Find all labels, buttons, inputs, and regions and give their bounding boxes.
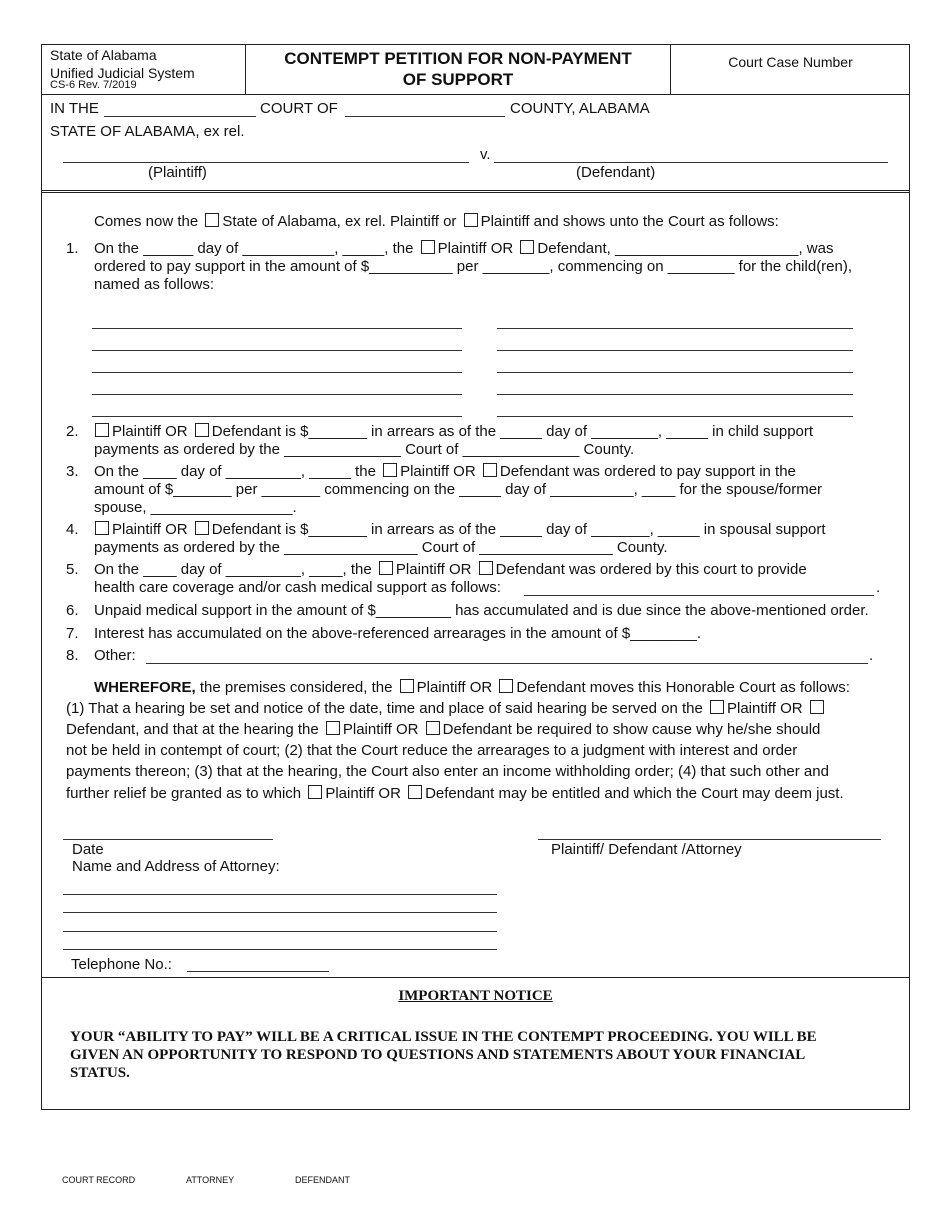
item4-line2: payments as ordered by the ________________ Court of ________________ County.: [94, 539, 668, 556]
attorney-address-line[interactable]: [63, 894, 497, 895]
wherefore-line6: [66, 785, 844, 803]
show-cause-defendant-checkbox[interactable]: [426, 721, 440, 735]
item-number-5: 5.: [66, 561, 79, 578]
child-name-line[interactable]: [497, 328, 853, 329]
item3-text-b: Plaintiff OR: [400, 463, 476, 480]
court-of-label: COURT OF: [260, 100, 338, 117]
item1-text-a: On the ______ day of ___________, _____, the: [94, 240, 414, 257]
other-field[interactable]: [146, 663, 868, 664]
item4-text-a: Plaintiff OR: [112, 521, 188, 538]
date-label: Date: [72, 841, 104, 858]
county-name-field[interactable]: [345, 116, 505, 117]
item1-line1: [94, 240, 834, 258]
wherefore-line3: [66, 721, 820, 739]
notice-title: IMPORTANT NOTICE: [398, 988, 553, 1004]
child-name-line[interactable]: [92, 328, 462, 329]
court-type-field[interactable]: [104, 116, 256, 117]
state-ex-rel-label: STATE OF ALABAMA, ex rel.: [50, 123, 245, 140]
signature-field[interactable]: [538, 839, 881, 840]
item3-line2: amount of $_______ per _______ commencing on the _____ day of __________, ____ for the spouse/former: [94, 481, 823, 498]
child-name-line[interactable]: [497, 350, 853, 351]
item1-line2: ordered to pay support in the amount of $__________ per ________, commencing on ________ for the child(ren),: [94, 258, 853, 275]
item2-defendant-checkbox[interactable]: [195, 423, 209, 437]
attorney-address-line[interactable]: [63, 949, 497, 950]
plaintiff-checkbox[interactable]: [464, 213, 478, 227]
item8-label: Other:: [94, 647, 136, 664]
form-id: CS-6 Rev. 7/2019: [50, 79, 137, 91]
attorney-address-line[interactable]: [63, 912, 497, 913]
wherefore-l6-b: Plaintiff OR: [325, 785, 401, 802]
wherefore-line5: payments thereon; (3) that at the hearing, the Court also enter an income withholding order; (4) that such other and: [66, 763, 829, 780]
wherefore-l1-a: the premises considered, the: [199, 679, 393, 696]
notice-line2: GIVEN AN OPPORTUNITY TO RESPOND TO QUESTIONS AND STATEMENTS ABOUT YOUR FINANCIAL: [70, 1047, 806, 1063]
intro-comes-now: Comes now the: [94, 213, 199, 230]
item4-text-b: Defendant is $_______ in arrears as of the _____ day of _______, _____ in spousal support: [211, 521, 826, 538]
item5-text-c: Defendant was ordered by this court to provide: [495, 561, 807, 578]
wherefore-l6-c: Defendant may be entitled and which the Court may deem just.: [425, 785, 844, 802]
wherefore-defendant-checkbox[interactable]: [499, 679, 513, 693]
item-number-7: 7.: [66, 625, 79, 642]
child-name-line[interactable]: [497, 372, 853, 373]
notice-line3: STATUS.: [70, 1065, 130, 1081]
item4-line1: [92, 521, 826, 539]
notice-line1: YOUR “ABILITY TO PAY” WILL BE A CRITICAL ISSUE IN THE CONTEMPT PROCEEDING. YOU WILL BE: [70, 1029, 817, 1045]
item5-line1: [94, 561, 807, 579]
item3-text-a: On the ____ day of _________, _____ the: [94, 463, 376, 480]
footer-attorney: ATTORNEY: [186, 1175, 235, 1185]
item6-text: Unpaid medical support in the amount of $_________ has accumulated and is due since the above-mentioned order.: [94, 602, 869, 619]
item3-line3: spouse, _________________.: [94, 499, 297, 516]
item1-plaintiff-checkbox[interactable]: [421, 240, 435, 254]
date-field[interactable]: [63, 839, 273, 840]
medical-support-field[interactable]: [524, 595, 874, 596]
wherefore-line1: [94, 679, 850, 697]
item5-plaintiff-checkbox[interactable]: [379, 561, 393, 575]
item4-defendant-checkbox[interactable]: [195, 521, 209, 535]
wherefore-l1-c: Defendant moves this Honorable Court as follows:: [516, 679, 850, 696]
item7-text: Interest has accumulated on the above-referenced arrearages in the amount of $________.: [94, 625, 702, 642]
wherefore-line2: [66, 700, 827, 718]
hearing-defendant-checkbox[interactable]: [810, 700, 824, 714]
item3-line1: [94, 463, 796, 481]
item2-plaintiff-checkbox[interactable]: [95, 423, 109, 437]
child-name-line[interactable]: [497, 416, 853, 417]
item8-period: .: [869, 647, 874, 664]
wherefore-l2-b: Plaintiff OR: [726, 700, 803, 717]
telephone-label: Telephone No.:: [71, 956, 172, 973]
in-the-label: IN THE: [50, 100, 99, 117]
item-number-2: 2.: [66, 423, 79, 440]
item-number-8: 8.: [66, 647, 79, 664]
wherefore-l3-c: Defendant be required to show cause why he/she should: [442, 721, 821, 738]
item2-line2: payments as ordered by the ______________ Court of ______________ County.: [94, 441, 635, 458]
versus-label: v.: [480, 146, 491, 163]
defendant-caption: (Defendant): [576, 164, 656, 181]
signature-label: Plaintiff/ Defendant /Attorney: [551, 841, 742, 858]
defendant-name-field[interactable]: [494, 162, 888, 163]
child-name-line[interactable]: [92, 350, 462, 351]
item5-line2: health care coverage and/or cash medical support as follows:: [94, 579, 501, 596]
wherefore-l3-a: Defendant, and that at the hearing the: [66, 721, 319, 738]
item-number-3: 3.: [66, 463, 79, 480]
wherefore-l6-a: further relief be granted as to which: [66, 785, 302, 802]
item-number-6: 6.: [66, 602, 79, 619]
show-cause-plaintiff-checkbox[interactable]: [326, 721, 340, 735]
case-number-label: Court Case Number: [728, 54, 853, 70]
item1-text-b: Plaintiff OR: [437, 240, 514, 257]
wherefore-plaintiff-checkbox[interactable]: [400, 679, 414, 693]
wherefore-lead: WHEREFORE,: [94, 679, 196, 696]
item5-period: .: [876, 579, 881, 596]
form-title-line2: OF SUPPORT: [402, 70, 514, 89]
attorney-name-label: Name and Address of Attorney:: [72, 858, 280, 875]
plaintiff-caption: (Plaintiff): [148, 164, 207, 181]
item5-text-a: On the ____ day of _________, ____, the: [94, 561, 372, 578]
header-state: State of Alabama: [50, 47, 157, 63]
header-system: Unified Judicial System: [50, 65, 195, 81]
wherefore-l2-a: (1) That a hearing be set and notice of the date, time and place of said hearing be served on the: [66, 700, 703, 717]
intro-shows-label: Plaintiff and shows unto the Court as follows:: [480, 213, 779, 230]
intro-line: [94, 213, 779, 231]
attorney-address-line[interactable]: [63, 931, 497, 932]
plaintiff-name-field[interactable]: [63, 162, 469, 163]
item1-text-c: Defendant, ______________________, was: [537, 240, 834, 257]
relief-plaintiff-checkbox[interactable]: [308, 785, 322, 799]
item2-line1: [92, 423, 813, 441]
hearing-plaintiff-checkbox[interactable]: [710, 700, 724, 714]
telephone-field[interactable]: [187, 971, 329, 972]
wherefore-l1-b: Plaintiff OR: [416, 679, 493, 696]
child-name-line[interactable]: [92, 372, 462, 373]
county-alabama-label: COUNTY, ALABAMA: [510, 100, 650, 117]
wherefore-line4: not be held in contempt of court; (2) that the Court reduce the arrearages to a judgment with interest and order: [66, 742, 798, 759]
item3-defendant-checkbox[interactable]: [483, 463, 497, 477]
item3-text-c: Defendant was ordered to pay support in the: [499, 463, 796, 480]
item5-defendant-checkbox[interactable]: [479, 561, 493, 575]
child-name-line[interactable]: [497, 394, 853, 395]
item5-text-b: Plaintiff OR: [395, 561, 472, 578]
case-number-field[interactable]: [672, 72, 908, 93]
child-name-line[interactable]: [92, 394, 462, 395]
item1-line3: named as follows:: [94, 276, 215, 293]
caption-double-rule: [41, 190, 910, 191]
footer-defendant: DEFENDANT: [295, 1175, 351, 1185]
item-number-4: 4.: [66, 521, 79, 538]
form-title-line1: CONTEMPT PETITION FOR NON-PAYMENT: [284, 49, 632, 68]
child-name-line[interactable]: [92, 416, 462, 417]
relief-defendant-checkbox[interactable]: [408, 785, 422, 799]
intro-state-label: State of Alabama, ex rel. Plaintiff or: [222, 213, 457, 230]
wherefore-l3-b: Plaintiff OR: [342, 721, 419, 738]
item2-text-b: Defendant is $_______ in arrears as of the _____ day of ________, _____ in child support: [211, 423, 814, 440]
footer-court-record: COURT RECORD: [62, 1175, 136, 1185]
item4-plaintiff-checkbox[interactable]: [95, 521, 109, 535]
state-ex-rel-checkbox[interactable]: [205, 213, 219, 227]
item1-defendant-checkbox[interactable]: [520, 240, 534, 254]
item-number-1: 1.: [66, 240, 79, 257]
item2-text-a: Plaintiff OR: [112, 423, 188, 440]
item3-plaintiff-checkbox[interactable]: [383, 463, 397, 477]
